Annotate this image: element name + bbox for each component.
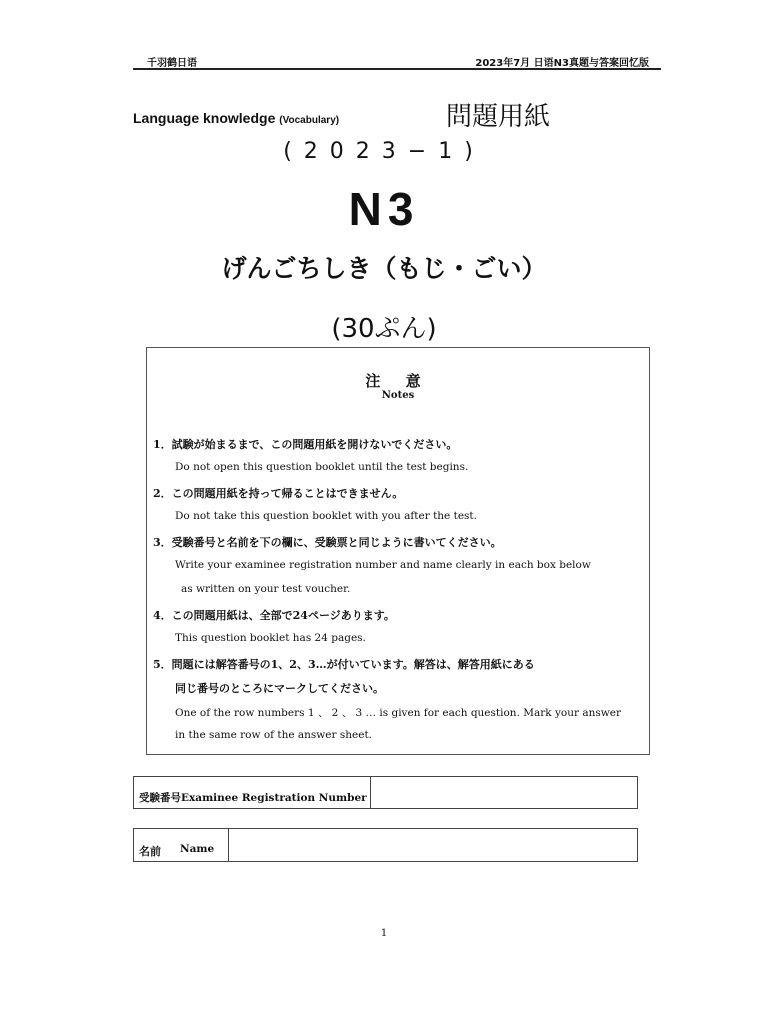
note-1-en: Do not open this question booklet until the test begins.: [175, 461, 469, 473]
note-4-en: This question booklet has 24 pages.: [175, 632, 366, 644]
subject-title: げんごちしき（もじ・ごい）: [221, 254, 547, 283]
name-label-en: Name: [180, 843, 215, 855]
paper-title: 問題用紙: [446, 102, 551, 132]
notes-title: 注 意: [365, 372, 431, 390]
note-3-jp: 3．受験番号と名前を下の欄に、受験票と同じように書いてください。: [153, 536, 502, 549]
name-divider: [228, 829, 229, 861]
note-3-en-cont: as written on your test voucher.: [181, 583, 351, 595]
note-5-jp-cont: 同じ番号のところにマークしてください。: [175, 682, 384, 695]
page-header: [133, 52, 661, 70]
page-number: 1: [380, 928, 388, 939]
header-publisher: 千羽鹤日语: [147, 58, 197, 69]
duration: (30ぷん): [331, 314, 437, 344]
note-5-en-cont: in the same row of the answer sheet.: [175, 729, 372, 741]
vocabulary-label: (Vocabulary): [279, 115, 340, 126]
note-5-en: One of the row numbers 1 、 2 、 3 … is given for each question. Mark your answer: [175, 707, 621, 719]
note-3-en: Write your examinee registration number and name clearly in each box below: [175, 559, 591, 571]
year-code: (2023−1): [283, 139, 485, 164]
registration-label: 受験番号Examinee Registration Number: [139, 792, 367, 804]
notes-subtitle: Notes: [381, 390, 415, 401]
registration-divider: [370, 777, 371, 808]
level-title: N3: [348, 183, 420, 235]
note-2-en: Do not take this question booklet with you after the test.: [175, 510, 477, 522]
note-1-jp: 1．試験が始まるまで、この問題用紙を開けないでください。: [153, 438, 458, 451]
note-4-jp: 4．この問題用紙は、全部で24ページあります。: [153, 609, 395, 622]
name-field[interactable]: [133, 828, 638, 862]
note-5-jp: 5．問題には解答番号の1、2、3…が付いています。解答は、解答用紙にある: [153, 658, 535, 671]
name-label: 名前: [139, 845, 161, 858]
language-knowledge-label: Language knowledge: [133, 110, 276, 126]
notes-box: [146, 347, 650, 755]
registration-number-field[interactable]: [133, 776, 638, 809]
section-label: [133, 110, 339, 126]
note-2-jp: 2．この問題用紙を持って帰ることはできません。: [153, 487, 404, 500]
header-edition: 2023年7月 日语N3真题与答案回忆版: [475, 58, 649, 69]
